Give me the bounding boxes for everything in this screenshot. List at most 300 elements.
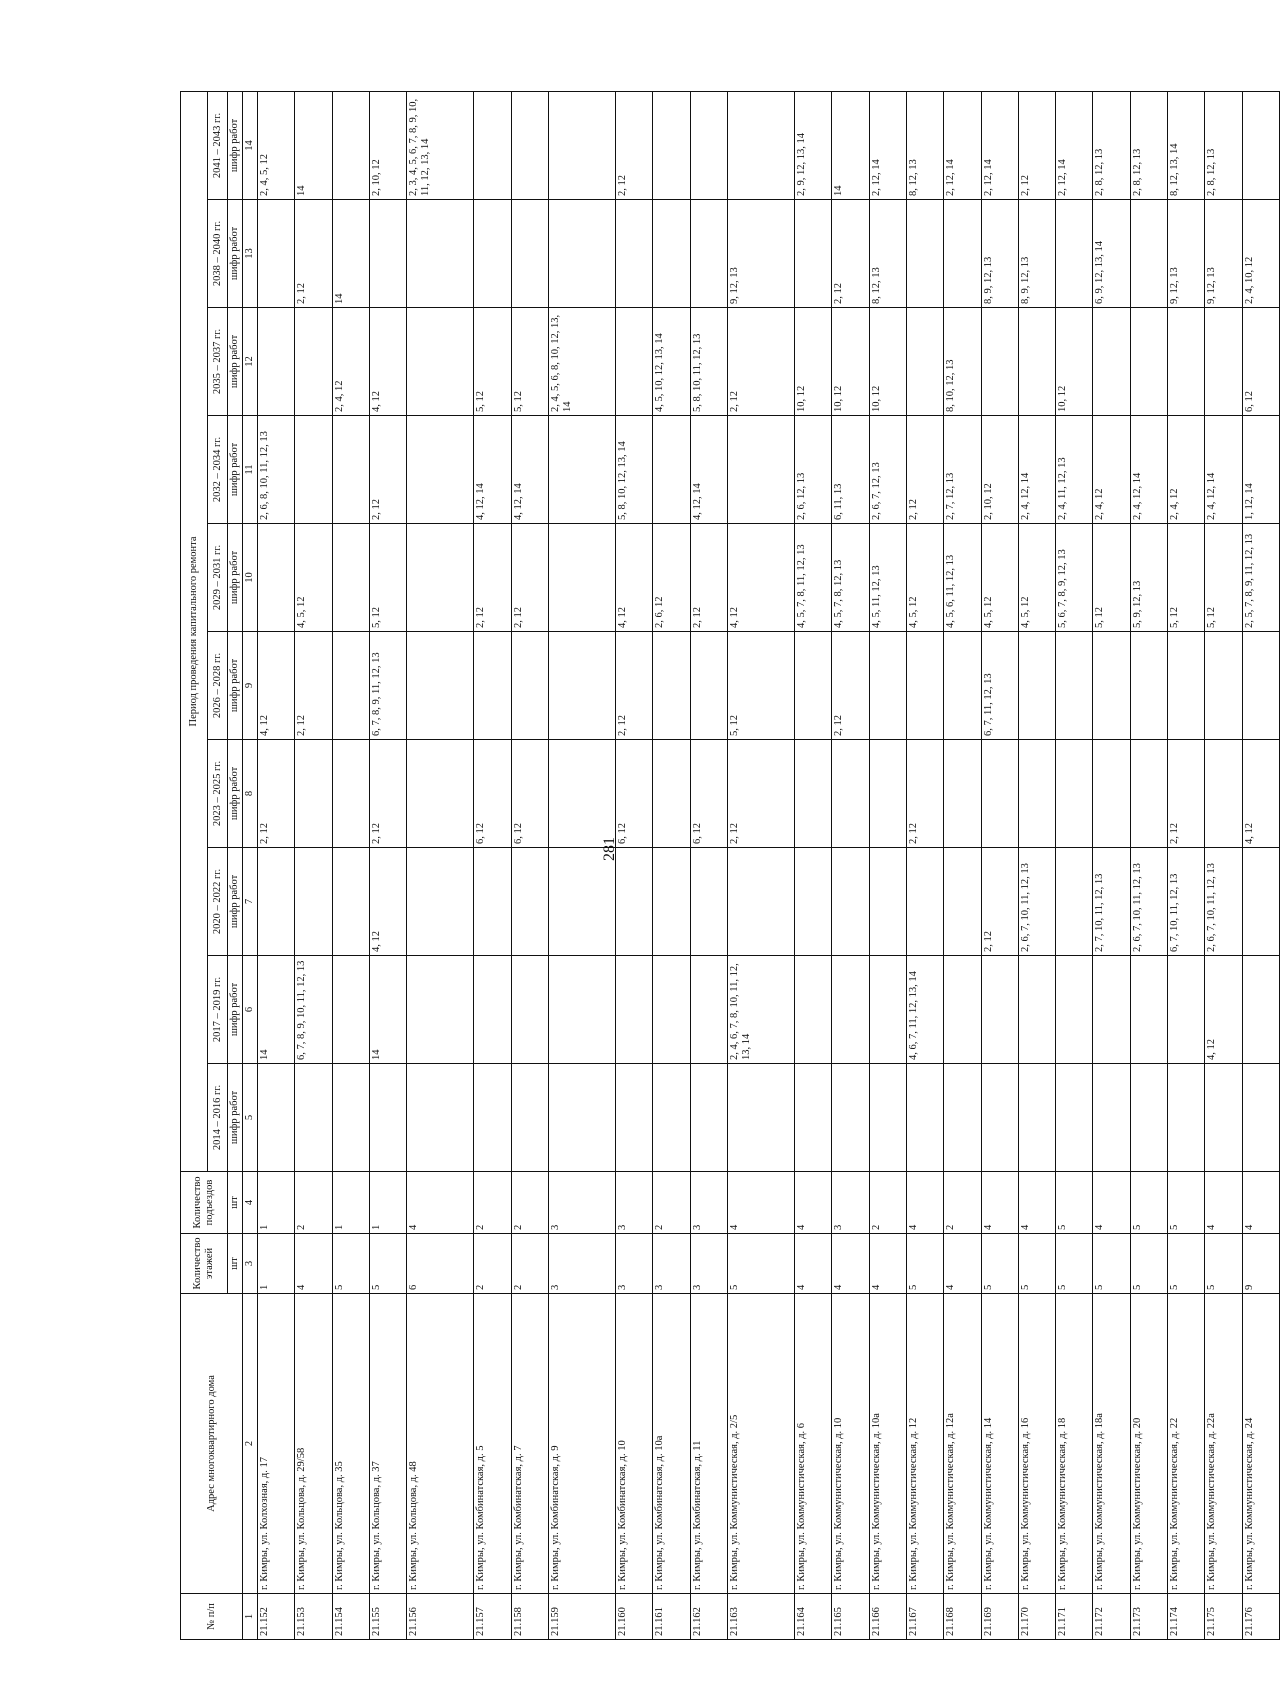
row-work-codes: [407, 524, 474, 632]
row-work-codes: [832, 848, 869, 956]
row-work-codes: [332, 416, 369, 524]
row-work-codes: [1130, 632, 1167, 740]
row-work-codes: 5, 6, 7, 8, 9, 12, 13: [1056, 524, 1093, 632]
row-work-codes: 2, 12: [511, 524, 548, 632]
row-work-codes: [369, 1064, 406, 1172]
row-entrances: 2: [653, 1172, 690, 1234]
row-address: г. Кимры, ул. Комбинатская, д. 10: [616, 1294, 653, 1594]
row-work-codes: 2, 6, 7, 10, 11, 12, 13: [1205, 848, 1242, 956]
row-work-codes: 2, 12: [1168, 740, 1205, 848]
row-work-codes: [653, 848, 690, 956]
column-number: 10: [243, 524, 258, 632]
row-work-codes: 2, 4, 6, 7, 8, 10, 11, 12, 13, 14: [727, 956, 794, 1064]
column-number: 6: [243, 956, 258, 1064]
row-work-codes: 2, 4, 10, 12: [1242, 200, 1279, 308]
row-entrances: 3: [832, 1172, 869, 1234]
row-work-codes: 5, 9, 12, 13: [1130, 524, 1167, 632]
repair-schedule-table: [180, 91, 1280, 1640]
row-work-codes: 2, 12: [258, 740, 295, 848]
row-work-codes: 2, 6, 8, 10, 11, 12, 13: [258, 416, 295, 524]
row-work-codes: [690, 91, 727, 199]
row-work-codes: 2, 12: [981, 848, 1018, 956]
row-work-codes: [869, 956, 906, 1064]
row-work-codes: [795, 848, 832, 956]
row-work-codes: [332, 956, 369, 1064]
table-row: [1205, 91, 1242, 1639]
row-floors: 5: [1056, 1234, 1093, 1294]
row-entrances: 3: [548, 1172, 615, 1234]
col-header-floors: Количество этажей: [181, 1234, 228, 1294]
table-row: [906, 91, 943, 1639]
row-number: 21.175: [1205, 1594, 1242, 1640]
row-work-codes: [407, 416, 474, 524]
col-header-num: № п/п: [181, 1594, 243, 1640]
row-work-codes: 4, 12: [369, 308, 406, 416]
row-floors: 5: [906, 1234, 943, 1294]
table-row: [869, 91, 906, 1639]
row-work-codes: [511, 200, 548, 308]
row-work-codes: 2, 4, 11, 12, 13: [1056, 416, 1093, 524]
row-work-codes: [1093, 632, 1130, 740]
row-work-codes: [1093, 308, 1130, 416]
repair-schedule-sheet: [180, 92, 1280, 1640]
row-work-codes: 4, 5, 10, 12, 13, 14: [653, 308, 690, 416]
row-work-codes: 4, 5, 11, 12, 13: [869, 524, 906, 632]
row-work-codes: 2, 6, 12, 13: [795, 416, 832, 524]
row-work-codes: [1205, 308, 1242, 416]
period-header: 2032 – 2034 гг.: [208, 416, 228, 524]
row-work-codes: [1168, 1064, 1205, 1172]
work-code-header: шифр работ: [228, 848, 243, 956]
row-work-codes: [258, 524, 295, 632]
row-work-codes: 2, 4, 12: [1168, 416, 1205, 524]
table-row: [258, 91, 295, 1639]
row-floors: 3: [616, 1234, 653, 1294]
row-work-codes: [832, 740, 869, 848]
row-work-codes: [1056, 200, 1093, 308]
period-header: 2014 – 2016 гг.: [208, 1064, 228, 1172]
period-header: 2041 – 2043 гг.: [208, 91, 228, 199]
row-floors: 5: [1205, 1234, 1242, 1294]
work-code-header: шифр работ: [228, 416, 243, 524]
row-number: 21.166: [869, 1594, 906, 1640]
work-code-header: шифр работ: [228, 740, 243, 848]
row-address: г. Кимры, ул. Кольцова, д. 48: [407, 1294, 474, 1594]
row-work-codes: 4, 5, 7, 8, 12, 13: [832, 524, 869, 632]
row-work-codes: [1205, 632, 1242, 740]
table-row: [474, 91, 511, 1639]
row-number: 21.171: [1056, 1594, 1093, 1640]
row-work-codes: [332, 632, 369, 740]
row-work-codes: [944, 1064, 981, 1172]
row-work-codes: 2, 12: [906, 740, 943, 848]
row-work-codes: 6, 7, 11, 12, 13: [981, 632, 1018, 740]
row-work-codes: 2, 8, 12, 13: [1093, 91, 1130, 199]
period-header: 2023 – 2025 гг.: [208, 740, 228, 848]
row-work-codes: [295, 416, 332, 524]
row-work-codes: 4, 12: [369, 848, 406, 956]
row-floors: 3: [690, 1234, 727, 1294]
row-work-codes: [511, 848, 548, 956]
row-work-codes: [474, 956, 511, 1064]
row-work-codes: 4, 12: [727, 524, 794, 632]
row-work-codes: 2, 12: [369, 740, 406, 848]
row-work-codes: [511, 1064, 548, 1172]
row-entrances: 5: [1056, 1172, 1093, 1234]
table-row: [690, 91, 727, 1639]
row-work-codes: 2, 7, 12, 13: [944, 416, 981, 524]
work-code-header: шифр работ: [228, 308, 243, 416]
row-work-codes: [1130, 740, 1167, 848]
work-code-header: шифр работ: [228, 524, 243, 632]
row-number: 21.159: [548, 1594, 615, 1640]
row-work-codes: [474, 632, 511, 740]
row-work-codes: [295, 1064, 332, 1172]
row-work-codes: [407, 848, 474, 956]
period-header: 2026 – 2028 гг.: [208, 632, 228, 740]
row-work-codes: 2, 4, 5, 6, 8, 10, 12, 13, 14: [548, 308, 615, 416]
row-work-codes: [906, 632, 943, 740]
table-row: [653, 91, 690, 1639]
row-number: 21.155: [369, 1594, 406, 1640]
row-work-codes: [1056, 632, 1093, 740]
row-entrances: 1: [369, 1172, 406, 1234]
row-work-codes: 4, 6, 7, 11, 12, 13, 14: [906, 956, 943, 1064]
table-row: [369, 91, 406, 1639]
row-work-codes: [944, 200, 981, 308]
row-work-codes: 2, 4, 5, 12: [258, 91, 295, 199]
row-work-codes: 2, 6, 12: [653, 524, 690, 632]
row-work-codes: [795, 200, 832, 308]
row-work-codes: [295, 848, 332, 956]
column-number: 2: [243, 1294, 258, 1594]
table-row: [1242, 91, 1279, 1639]
row-floors: 5: [332, 1234, 369, 1294]
row-work-codes: [832, 1064, 869, 1172]
row-work-codes: 2, 8, 12, 13: [1130, 91, 1167, 199]
row-work-codes: 4, 12, 14: [474, 416, 511, 524]
table-row: [832, 91, 869, 1639]
row-work-codes: [474, 1064, 511, 1172]
row-number: 21.161: [653, 1594, 690, 1640]
row-work-codes: [1205, 740, 1242, 848]
row-work-codes: [332, 1064, 369, 1172]
row-work-codes: [1018, 740, 1055, 848]
row-number: 21.176: [1242, 1594, 1279, 1640]
row-entrances: 2: [295, 1172, 332, 1234]
row-work-codes: [1056, 956, 1093, 1064]
work-code-header: шифр работ: [228, 1064, 243, 1172]
row-address: г. Кимры, ул. Колхозная, д. 17: [258, 1294, 295, 1594]
row-work-codes: 4, 5, 12: [1018, 524, 1055, 632]
row-work-codes: 2, 4, 12: [332, 308, 369, 416]
row-floors: 4: [869, 1234, 906, 1294]
row-work-codes: [511, 956, 548, 1064]
row-work-codes: [258, 200, 295, 308]
row-address: г. Кимры, ул. Комбинатская, д. 7: [511, 1294, 548, 1594]
row-work-codes: [944, 848, 981, 956]
row-work-codes: 2, 12: [474, 524, 511, 632]
row-work-codes: 2, 12, 14: [869, 91, 906, 199]
table-row: [795, 91, 832, 1639]
row-work-codes: 2, 12: [616, 91, 653, 199]
row-address: г. Кимры, ул. Коммунистическая, д. 24: [1242, 1294, 1279, 1594]
row-entrances: 3: [616, 1172, 653, 1234]
row-work-codes: 8, 10, 12, 13: [944, 308, 981, 416]
table-row: [1130, 91, 1167, 1639]
row-work-codes: 6, 12: [1242, 308, 1279, 416]
row-work-codes: 8, 9, 12, 13: [981, 200, 1018, 308]
row-number: 21.165: [832, 1594, 869, 1640]
row-work-codes: [944, 956, 981, 1064]
row-work-codes: 6, 12: [690, 740, 727, 848]
row-work-codes: 2, 3, 4, 5, 6, 7, 8, 9, 10, 11, 12, 13, 14: [407, 91, 474, 199]
row-entrances: 4: [1205, 1172, 1242, 1234]
row-work-codes: 2, 8, 12, 13: [1205, 91, 1242, 199]
row-work-codes: [1056, 848, 1093, 956]
row-work-codes: [258, 308, 295, 416]
row-work-codes: 2, 12: [369, 416, 406, 524]
row-work-codes: 2, 10, 12: [981, 416, 1018, 524]
row-work-codes: [1056, 1064, 1093, 1172]
row-floors: 5: [981, 1234, 1018, 1294]
row-entrances: 4: [1018, 1172, 1055, 1234]
row-work-codes: [1130, 956, 1167, 1064]
row-work-codes: [653, 91, 690, 199]
row-work-codes: 5, 12: [727, 632, 794, 740]
row-work-codes: [1242, 1064, 1279, 1172]
row-number: 21.162: [690, 1594, 727, 1640]
row-work-codes: [474, 848, 511, 956]
table-row: [1018, 91, 1055, 1639]
row-work-codes: 2, 12: [616, 632, 653, 740]
row-work-codes: 2, 10, 12: [369, 91, 406, 199]
row-work-codes: [869, 632, 906, 740]
column-number: 5: [243, 1064, 258, 1172]
row-work-codes: [981, 1064, 1018, 1172]
row-number: 21.153: [295, 1594, 332, 1640]
table-row: [1056, 91, 1093, 1639]
row-work-codes: [1168, 956, 1205, 1064]
row-work-codes: [795, 740, 832, 848]
row-address: г. Кимры, ул. Комбинатская, д. 5: [474, 1294, 511, 1594]
row-entrances: 5: [1168, 1172, 1205, 1234]
row-work-codes: [332, 740, 369, 848]
row-work-codes: [616, 308, 653, 416]
row-address: г. Кимры, ул. Коммунистическая, д. 22: [1168, 1294, 1205, 1594]
row-work-codes: [548, 848, 615, 956]
work-code-header: шифр работ: [228, 632, 243, 740]
row-work-codes: 4, 12: [1242, 740, 1279, 848]
row-entrances: 2: [474, 1172, 511, 1234]
table-header: [181, 91, 258, 1639]
row-work-codes: [1242, 956, 1279, 1064]
row-work-codes: 4, 12, 14: [511, 416, 548, 524]
row-work-codes: 5, 8, 10, 11, 12, 13: [690, 308, 727, 416]
row-work-codes: [616, 956, 653, 1064]
row-work-codes: 5, 12: [511, 308, 548, 416]
row-work-codes: [1205, 1064, 1242, 1172]
row-work-codes: [1093, 740, 1130, 848]
row-work-codes: 14: [295, 91, 332, 199]
row-work-codes: 4, 5, 12: [981, 524, 1018, 632]
row-number: 21.163: [727, 1594, 794, 1640]
row-address: г. Кимры, ул. Кольцова, д. 29/58: [295, 1294, 332, 1594]
row-work-codes: [548, 91, 615, 199]
row-work-codes: 2, 12: [832, 632, 869, 740]
row-work-codes: 6, 12: [511, 740, 548, 848]
row-work-codes: [474, 91, 511, 199]
row-work-codes: [332, 91, 369, 199]
work-code-header: шифр работ: [228, 91, 243, 199]
row-work-codes: [795, 632, 832, 740]
row-floors: 4: [944, 1234, 981, 1294]
row-work-codes: [690, 200, 727, 308]
row-work-codes: [981, 956, 1018, 1064]
row-work-codes: [869, 740, 906, 848]
row-floors: 9: [1242, 1234, 1279, 1294]
row-work-codes: 4, 12, 14: [690, 416, 727, 524]
row-work-codes: [407, 956, 474, 1064]
row-work-codes: [906, 200, 943, 308]
row-work-codes: [653, 416, 690, 524]
row-work-codes: [1168, 632, 1205, 740]
row-entrances: 5: [1130, 1172, 1167, 1234]
period-header: 2029 – 2031 гг.: [208, 524, 228, 632]
row-work-codes: 6, 11, 13: [832, 416, 869, 524]
row-number: 21.156: [407, 1594, 474, 1640]
row-work-codes: [944, 740, 981, 848]
row-work-codes: [407, 1064, 474, 1172]
row-address: г. Кимры, ул. Комбинатская, д. 10а: [653, 1294, 690, 1594]
col-header-entrances: Количество подъездов: [181, 1172, 228, 1234]
row-number: 21.154: [332, 1594, 369, 1640]
row-work-codes: [653, 956, 690, 1064]
row-address: г. Кимры, ул. Кольцова, д. 37: [369, 1294, 406, 1594]
row-work-codes: [1018, 956, 1055, 1064]
row-work-codes: [690, 1064, 727, 1172]
row-work-codes: [653, 200, 690, 308]
row-work-codes: [727, 848, 794, 956]
row-work-codes: 5, 12: [474, 308, 511, 416]
row-number: 21.173: [1130, 1594, 1167, 1640]
row-floors: 5: [1093, 1234, 1130, 1294]
row-work-codes: 2, 12, 14: [1056, 91, 1093, 199]
column-number: 4: [243, 1172, 258, 1234]
row-work-codes: 2, 6, 7, 10, 11, 12, 13: [1130, 848, 1167, 956]
row-number: 21.168: [944, 1594, 981, 1640]
row-address: г. Кимры, ул. Комбинатская, д. 11: [690, 1294, 727, 1594]
row-work-codes: [981, 308, 1018, 416]
row-work-codes: [548, 740, 615, 848]
table-row: [616, 91, 653, 1639]
row-work-codes: 8, 12, 13: [869, 200, 906, 308]
column-number: 1: [243, 1594, 258, 1640]
row-work-codes: [653, 1064, 690, 1172]
row-work-codes: [258, 1064, 295, 1172]
row-work-codes: [616, 200, 653, 308]
row-number: 21.172: [1093, 1594, 1130, 1640]
row-address: г. Кимры, ул. Коммунистическая, д. 6: [795, 1294, 832, 1594]
row-work-codes: [616, 848, 653, 956]
row-floors: 3: [548, 1234, 615, 1294]
row-work-codes: 2, 4, 12, 14: [1205, 416, 1242, 524]
row-number: 21.164: [795, 1594, 832, 1640]
table-row: [511, 91, 548, 1639]
row-work-codes: 2, 4, 12, 14: [1130, 416, 1167, 524]
row-work-codes: 4, 5, 6, 11, 12, 13: [944, 524, 981, 632]
row-address: г. Кимры, ул. Комбинатская, д. 9: [548, 1294, 615, 1594]
row-work-codes: 9, 12, 13: [1168, 200, 1205, 308]
row-work-codes: [906, 308, 943, 416]
row-work-codes: 2, 4, 12, 14: [1018, 416, 1055, 524]
col-header-address: Адрес многоквартирного дома: [181, 1294, 243, 1594]
table-row: [944, 91, 981, 1639]
row-floors: 2: [511, 1234, 548, 1294]
row-entrances: 1: [332, 1172, 369, 1234]
row-work-codes: [407, 632, 474, 740]
row-work-codes: [548, 416, 615, 524]
row-work-codes: 2, 12: [727, 308, 794, 416]
row-work-codes: [258, 848, 295, 956]
row-work-codes: [1168, 308, 1205, 416]
row-work-codes: 6, 7, 10, 11, 12, 13: [1168, 848, 1205, 956]
row-work-codes: [295, 308, 332, 416]
row-work-codes: 6, 12: [616, 740, 653, 848]
row-work-codes: [727, 416, 794, 524]
row-work-codes: 4, 5, 12: [295, 524, 332, 632]
period-header: 2017 – 2019 гг.: [208, 956, 228, 1064]
row-number: 21.169: [981, 1594, 1018, 1640]
row-work-codes: [1130, 308, 1167, 416]
period-header: 2035 – 2037 гг.: [208, 308, 228, 416]
row-work-codes: 4, 5, 7, 8, 11, 12, 13: [795, 524, 832, 632]
row-work-codes: [653, 632, 690, 740]
row-floors: 3: [653, 1234, 690, 1294]
table-row: [727, 91, 794, 1639]
row-number: 21.157: [474, 1594, 511, 1640]
row-work-codes: [906, 1064, 943, 1172]
row-work-codes: 2, 12: [832, 200, 869, 308]
row-work-codes: [1242, 91, 1279, 199]
row-work-codes: 1, 12, 14: [1242, 416, 1279, 524]
row-number: 21.167: [906, 1594, 943, 1640]
table-row: [1093, 91, 1130, 1639]
row-floors: 5: [1168, 1234, 1205, 1294]
unit-floors: шт: [228, 1234, 243, 1294]
row-work-codes: [1242, 848, 1279, 956]
column-number: 13: [243, 200, 258, 308]
row-entrances: 4: [727, 1172, 794, 1234]
row-work-codes: 14: [832, 91, 869, 199]
row-work-codes: 5, 12: [369, 524, 406, 632]
row-number: 21.160: [616, 1594, 653, 1640]
row-work-codes: 2, 4, 12: [1093, 416, 1130, 524]
column-number: 12: [243, 308, 258, 416]
row-floors: 2: [474, 1234, 511, 1294]
row-floors: 5: [727, 1234, 794, 1294]
row-entrances: 4: [1242, 1172, 1279, 1234]
row-work-codes: 4, 12: [1205, 956, 1242, 1064]
row-work-codes: 14: [369, 956, 406, 1064]
row-work-codes: [548, 956, 615, 1064]
page-number: 281: [601, 837, 618, 861]
row-entrances: 4: [795, 1172, 832, 1234]
table-row: [1168, 91, 1205, 1639]
row-work-codes: 2, 5, 7, 8, 9, 11, 12, 13: [1242, 524, 1279, 632]
row-work-codes: [690, 848, 727, 956]
row-address: г. Кимры, ул. Коммунистическая, д. 12а: [944, 1294, 981, 1594]
